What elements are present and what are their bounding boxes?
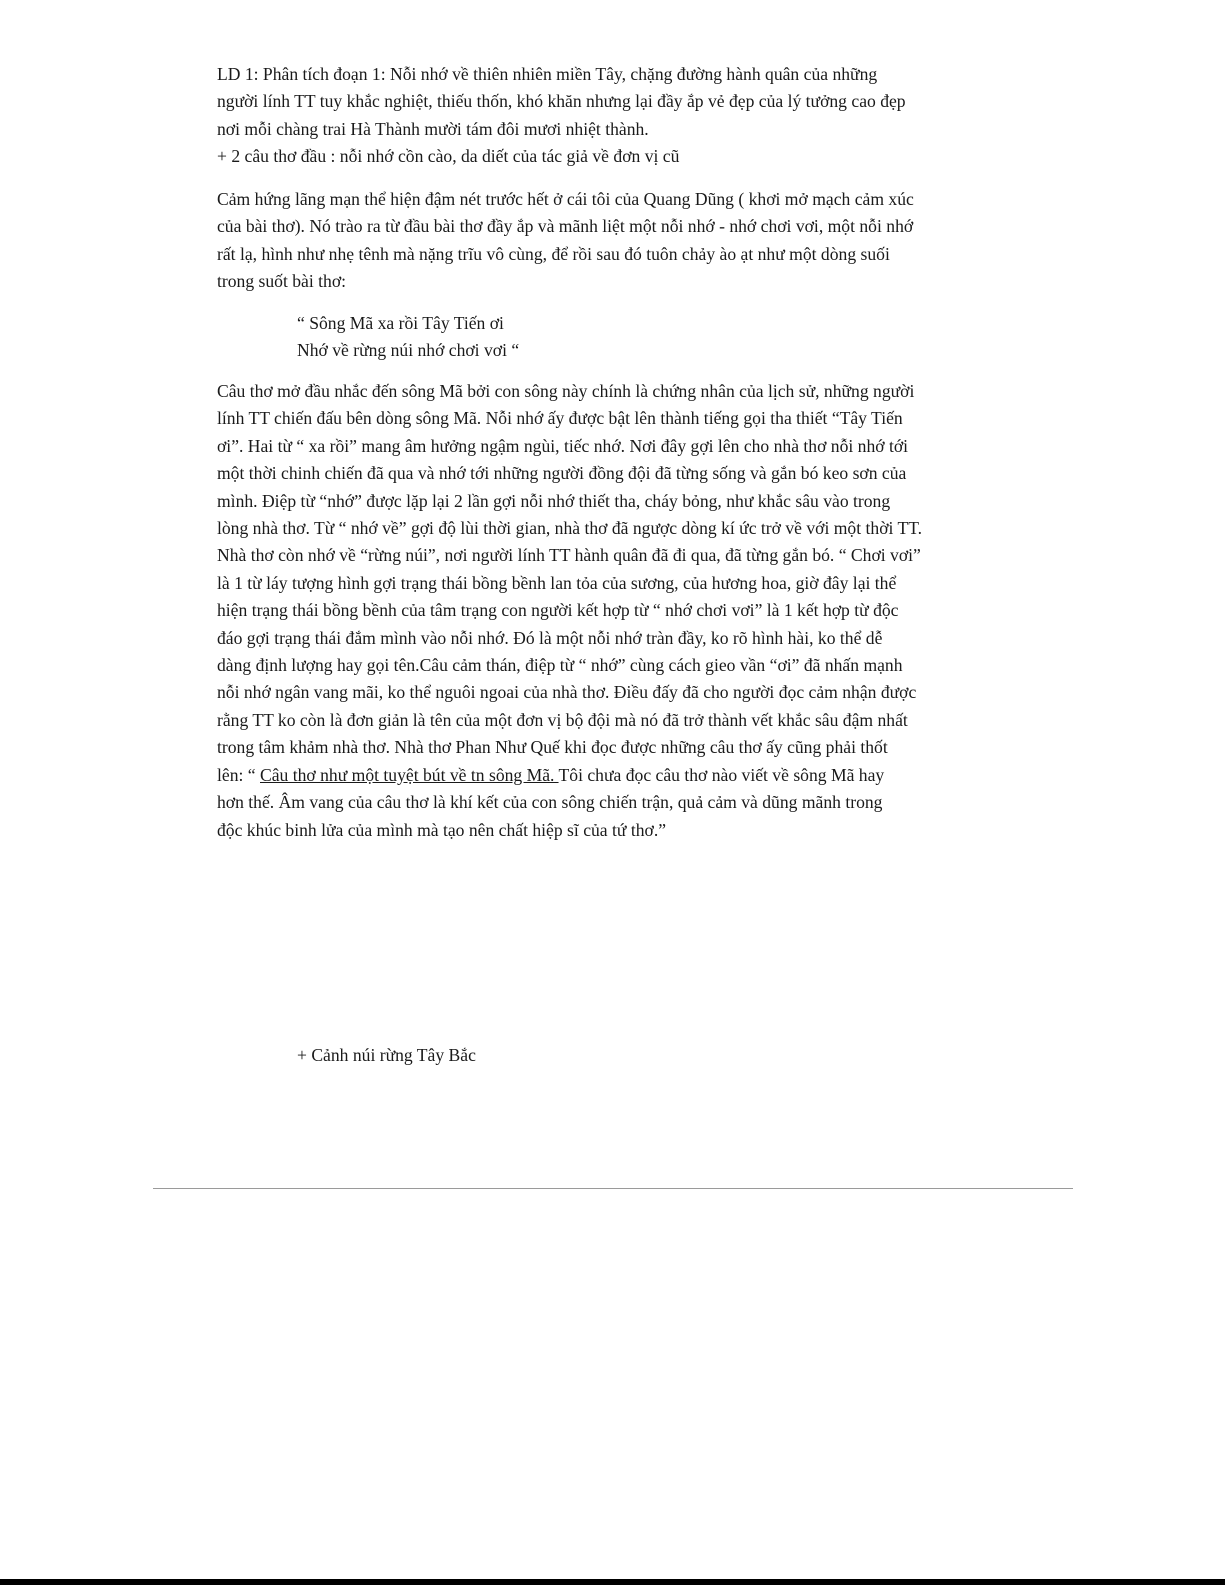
intro-line: LD 1: Phân tích đoạn 1: Nỗi nhớ về thiên nhiên miền Tây, chặng đường hành quân của những [217, 64, 878, 84]
paragraph-line: dàng định lượng hay gọi tên.Câu cảm thán, điệp từ “ nhớ” cùng cách gieo vần “ơi” đã nhấn mạnh [217, 655, 903, 676]
paragraph-analysis [217, 378, 1007, 844]
bullet-two-verses: + 2 câu thơ đầu : nỗi nhớ cồn cào, da diết của tác giả về đơn vị cũ [217, 146, 680, 167]
paragraph-line: Nhà thơ còn nhớ về “rừng núi”, nơi người lính TT hành quân đã đi qua, đã từng gắn bó. “ Chơi vơi” [217, 545, 921, 566]
paragraph-line: của bài thơ). Nó trào ra từ đầu bài thơ đầy ắp và mãnh liệt một nỗi nhớ - nhớ chơi vơi, một nỗi nhớ [217, 216, 914, 237]
poem-quote [297, 310, 519, 365]
intro-line: nơi mỗi chàng trai Hà Thành mười tám đôi mươi nhiệt thành. [217, 118, 649, 139]
paragraph-line: mình. Điệp từ “nhớ” được lặp lại 2 lần gợi nỗi nhớ thiết tha, cháy bỏng, như khắc sâu vào trong [217, 490, 891, 511]
paragraph-line-with-quote [217, 762, 1007, 789]
paragraph-line: Cảm hứng lãng mạn thể hiện đậm nét trước hết ở cái tôi của Quang Dũng ( khơi mở mạch cảm xúc [217, 189, 914, 209]
quote-lead-in: lên: “ [217, 764, 260, 785]
intro-line: người lính TT tuy khắc nghiệt, thiếu thốn, khó khăn nhưng lại đầy ắp vẻ đẹp của lý tưởng cao đẹp [217, 91, 906, 112]
poem-verse: “ Sông Mã xa rồi Tây Tiến ơi [297, 313, 504, 333]
paragraph-line: lính TT chiến đấu bên dòng sông Mã. Nỗi nhớ ấy được bật lên thành tiếng gọi tha thiết “Tây Tiến [217, 408, 903, 429]
paragraph-line: rằng TT ko còn là đơn giản là tên của một đơn vị bộ đội mà nó đã trở thành vết khắc sâu đậm nhất [217, 709, 908, 730]
paragraph-line: một thời chinh chiến đã qua và nhớ tới những người đồng đội đã từng sống và gắn bó keo sơn của [217, 463, 907, 484]
paragraph-line: Câu thơ mở đầu nhắc đến sông Mã bởi con sông này chính là chứng nhân của lịch sử, những người [217, 381, 915, 401]
paragraph-line: hiện trạng thái bồng bềnh của tâm trạng con người kết hợp từ “ nhớ chơi vơi” là 1 kết hợp từ độc [217, 600, 899, 621]
intro-section [217, 61, 1007, 171]
paragraph-line: rất lạ, hình như nhẹ tênh mà nặng trĩu vô cùng, để rồi sau đó tuôn chảy ào ạt như một dòng suối [217, 243, 890, 264]
paragraph-line: trong suốt bài thơ: [217, 271, 347, 292]
page-divider [153, 1188, 1073, 1189]
paragraph-line: hơn thế. Âm vang của câu thơ là khí kết của con sông chiến trận, quả cảm và dũng mãnh trong [217, 792, 883, 813]
bullet-northwest-forest: + Cảnh núi rừng Tây Bắc [297, 1045, 476, 1065]
paragraph-line: lòng nhà thơ. Từ “ nhớ về” gợi độ lùi thời gian, nhà thơ đã ngược dòng kí ức trở về với một thời TT. [217, 518, 923, 539]
poem-verse: Nhớ về rừng núi nhớ chơi vơi “ [297, 340, 520, 361]
paragraph-line: đáo gợi trạng thái đắm mình vào nỗi nhớ. Đó là một nỗi nhớ tràn đầy, ko rõ hình hài, ko thể dễ [217, 627, 883, 648]
paragraph-line: độc khúc binh lửa của mình mà tạo nên chất hiệp sĩ của tứ thơ.” [217, 819, 667, 840]
underlined-quote: Câu thơ như một tuyệt bút về tn sông Mã. [260, 764, 559, 785]
quote-continuation: Tôi chưa đọc câu thơ nào viết về sông Mã hay [558, 764, 885, 785]
paragraph-line: là 1 từ láy tượng hình gợi trạng thái bồng bềnh lan tỏa của sương, của hương hoa, giờ đây lại thể [217, 572, 897, 593]
paragraph-line: trong tâm khảm nhà thơ. Nhà thơ Phan Như Quế khi đọc được những câu thơ ấy cũng phải thốt [217, 737, 888, 758]
bottom-edge-bar [0, 1579, 1225, 1585]
paragraph-line: nỗi nhớ ngân vang mãi, ko thể nguôi ngoai của nhà thơ. Điều đấy đã cho người đọc cảm nhận được [217, 682, 917, 703]
paragraph-romantic-inspiration [217, 186, 1007, 296]
paragraph-line: ơi”. Hai từ “ xa rồi” mang âm hưởng ngậm ngùi, tiếc nhớ. Nơi đây gợi lên cho nhà thơ nỗi nhớ tới [217, 435, 909, 456]
